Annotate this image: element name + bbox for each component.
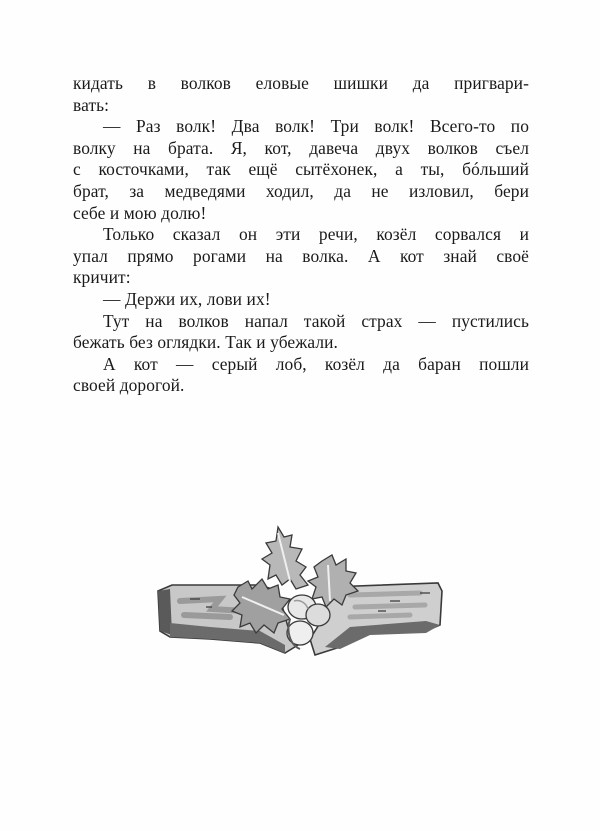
paragraph-1 [73,73,529,116]
text-line: своей дорогой. [73,375,185,396]
text-line: — Раз волк! Два волк! Три волк! Всего-то по [103,116,529,137]
text-line: А кот — серый лоб, козёл да баран пошли [103,353,529,374]
text-line: с косточками, так ещё сытёхонек, а ты, бóльший [73,159,529,180]
paragraph-2 [73,116,529,224]
holly-plank-illustration [150,515,450,665]
text-line: Только сказал он эти речи, козёл сорвался и [103,224,529,245]
paragraph-5 [73,311,529,354]
story-text [73,73,529,397]
paragraph-3 [73,224,529,289]
text-line: упал прямо рогами на волка. А кот знай своё [73,245,529,266]
paragraph-6 [73,354,529,397]
text-line: кричит: [73,267,131,288]
text-line: Тут на волков напал такой страх — пустились [103,310,529,331]
text-line: кидать в волков еловые шишки да пригвари- [73,73,529,93]
text-line: себе и мою долю! [73,202,207,223]
text-line: — Держи их, лови их! [103,288,271,309]
text-line: брат, за медведями ходил, да не изловил, бери [73,180,529,201]
text-line: вать: [73,94,110,115]
text-line: бежать без оглядки. Так и убежали. [73,332,338,353]
paragraph-4 [73,289,529,311]
text-line: волку на брата. Я, кот, давеча двух волков съел [73,137,529,158]
